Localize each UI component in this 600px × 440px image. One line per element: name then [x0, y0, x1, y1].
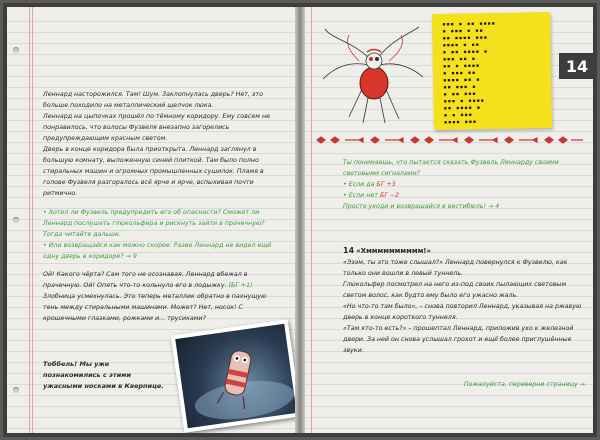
code-line: ▪▪▪ ▪ ▪▪ ▪▪▪▪: [442, 19, 496, 28]
section-title: «Хмммммммммм!»: [356, 247, 432, 255]
turn-page-link[interactable]: Пожалуйста, переверни страницу →: [463, 381, 585, 388]
score-code: (БГ +1): [228, 282, 253, 289]
choices-block: [43, 207, 281, 262]
code-line: ▪▪▪▪ ▪▪ ▪: [443, 75, 481, 84]
answer-code: БГ −2: [379, 192, 400, 199]
paragraph: «Там кто-то есть?» – прошептал Леннард, приложив ухо к железной двери. За ней он снова услышал грохот и ещё более приглушённые звуки.: [343, 325, 574, 354]
code-line: ▪▪▪ ▪▪ ▪: [442, 54, 476, 63]
answer-label: • Если нет: [343, 192, 378, 199]
answer-label: • Если да: [343, 181, 375, 188]
page-number-badge: 14: [559, 53, 593, 79]
book-spread: [3, 3, 597, 437]
code-line: ▪ ▪ ▪▪▪: [443, 110, 473, 119]
margin-line: [311, 7, 312, 433]
sock-monster-illustration: [175, 324, 295, 428]
answer-no[interactable]: [343, 190, 583, 201]
paragraph: «Эээм, ты это тоже слышал?» Леннард повернулся к Фузвелю, как только они вошли в левый туннель.: [343, 259, 568, 277]
choice-continue[interactable]: • Хотел ли Фузвель предупредить его об опасности? Сможет ли Леннард послушать глюкольфера и рискнуть зайти в прачечную? Тогда читайте дальше.: [43, 209, 265, 238]
code-line: ▪▪ ▪▪▪▪ ▪▪▪: [442, 33, 488, 42]
paragraph: Леннард на цыпочках прошёл по тёмному коридору. Ему совсем не понравилось, что волосы Фузвеля внезапно загорелись предупреждающим красным светом.: [43, 113, 270, 142]
answer-yes[interactable]: [343, 179, 583, 190]
photo-sock-monster: [171, 319, 295, 432]
caption-text: Тоббель! Мы уже познакомились с этими ужасными носками в Кверпице.: [43, 360, 164, 390]
code-line: ▪▪ ▪▪▪▪ ▪: [443, 103, 481, 112]
left-story-text: [43, 89, 281, 199]
left-paragraph-4: [43, 269, 281, 324]
return-link[interactable]: → 4: [488, 203, 500, 210]
return-text: Просто уходи и возвращайся в вестибюль!: [343, 203, 486, 210]
code-line: ▪ ▪▪▪ ▪ ▪▪: [442, 26, 484, 35]
binder-hole: [13, 47, 19, 53]
signal-question: Ты понимаешь, что пытается сказать Фузвель Леннарду своими световыми сигналами?: [343, 159, 559, 177]
paragraph-text: Ой! Какого чёрта? Сам того не осознавая, Леннард вбежал в прачечную. Ой! Опять что-то кольнуло его в лодыжку.: [43, 271, 248, 289]
code-line: ▪ ▪▪ ▪▪▪▪ ▪: [442, 47, 488, 56]
code-line: ▪▪▪▪ ▪ ▪▪: [442, 40, 480, 49]
paragraph: Дверь в конце коридора была приоткрыта. Леннард заглянул в большую комнату, выложенную синей плиткой. Там было полно стиральных машин и огромных промышленных сушилок. Пламя в голове Фузвеля разгоралось всё ярче и ярче, вспыхивая почти ритмично.: [43, 146, 264, 197]
book-gutter: [295, 7, 305, 433]
answer-code: БГ +3: [376, 181, 396, 188]
code-line: ▪▪ ▪▪▪ ▪: [443, 82, 477, 91]
section-number: 14: [343, 246, 355, 255]
binder-hole: [13, 217, 19, 223]
morse-code-sticky-note: [432, 12, 552, 130]
paragraph: Леннард насторожился. Там! Шум. Заклопнулась дверь? Нет, это больше походило на металлический щелчок люка.: [43, 91, 263, 109]
choice-return-text: • Или возвращайся как можно скорее. Разве Леннард не видел ещё одну дверь в коридоре?: [43, 242, 272, 260]
left-page: [7, 7, 295, 433]
paragraph: Глюкольфер посмотрел на него из-под своих пылающих световым светом волос, как будто ему было его ужасно жаль.: [343, 281, 567, 299]
red-light-signals: [305, 132, 593, 146]
code-line: ▪ ▪▪▪ ▪▪: [442, 68, 476, 77]
code-line: ▪ ▪▪ ▪▪▪: [443, 89, 477, 98]
footer-turn-page[interactable]: [455, 379, 585, 390]
section-14: [343, 245, 583, 356]
code-line: ▪▪ ▪ ▪▪▪▪: [442, 61, 480, 70]
code-line: ▪▪▪ ▪ ▪▪▪▪: [443, 96, 485, 105]
choice-return[interactable]: [43, 240, 281, 262]
return-option[interactable]: [343, 201, 583, 212]
paragraph: «Но что-то там было», – снова повторил Леннард, указывая на ржавую дверь в конце короткого туннеля.: [343, 303, 582, 321]
choice-return-link[interactable]: → 9: [125, 253, 137, 260]
code-line: ▪▪▪▪ ▪▪▪: [443, 117, 477, 126]
caption-note: [43, 359, 167, 392]
right-question-block: [343, 157, 583, 212]
sticky-code-lines: [432, 12, 550, 126]
margin-line: [32, 7, 33, 433]
margin-line: [29, 7, 30, 433]
fuzvel-illustration: [319, 21, 429, 126]
right-page: [305, 7, 593, 433]
paragraph-text: Злобница усмехнулась. Это теперь металлик обратно в пахнущую тень между стиральными машинами. Может? Нет, носок! С крошечными глазками, рожками и... трусиками?: [43, 293, 267, 322]
binder-hole: [13, 387, 19, 393]
